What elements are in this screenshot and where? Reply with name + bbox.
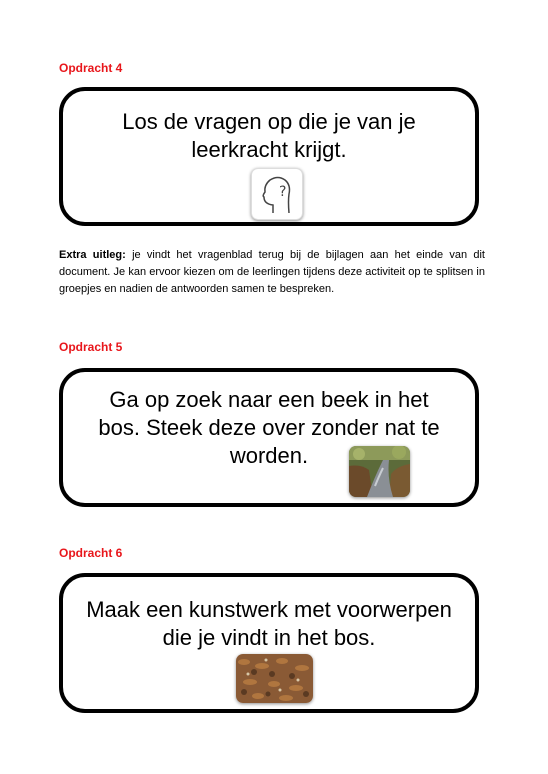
task-heading-5: Opdracht 5 — [59, 340, 123, 354]
task-card-4 — [59, 87, 479, 226]
task-card-5 — [59, 368, 479, 507]
extra-label: Extra uitleg: — [59, 249, 126, 261]
task-text-line: die je vindt in het bos. — [162, 625, 376, 650]
task-text-line: Maak een kunstwerk met voorwerpen — [86, 597, 452, 622]
thinking-head-icon — [251, 168, 303, 220]
task-text-line: leerkracht krijgt. — [191, 137, 347, 162]
task-card-6 — [59, 573, 479, 713]
task-text-line: Ga op zoek naar een beek in het — [109, 387, 429, 412]
task-text-line: worden. — [229, 443, 309, 468]
forest-floor-photo — [236, 654, 313, 703]
task-text-line: Los de vragen op die je van je — [122, 109, 416, 134]
task-heading-4: Opdracht 4 — [59, 61, 123, 75]
task-text-5 — [63, 386, 475, 470]
svg-text:?: ? — [279, 184, 287, 200]
task-text-4 — [63, 108, 475, 164]
task-text-6 — [63, 596, 475, 652]
extra-text: je vindt het vragenblad terug bij de bijlagen aan het einde van dit document. Je kan ervoor kiezen om de leerlingen tijdens deze activiteit op te splitsen in groepjes en nadien de antwoorden samen te bespreken. — [59, 249, 485, 295]
extra-explanation — [59, 247, 485, 298]
stream-photo — [349, 446, 410, 497]
task-heading-6: Opdracht 6 — [59, 546, 123, 560]
task-text-line: bos. Steek deze over zonder nat te — [98, 415, 440, 440]
